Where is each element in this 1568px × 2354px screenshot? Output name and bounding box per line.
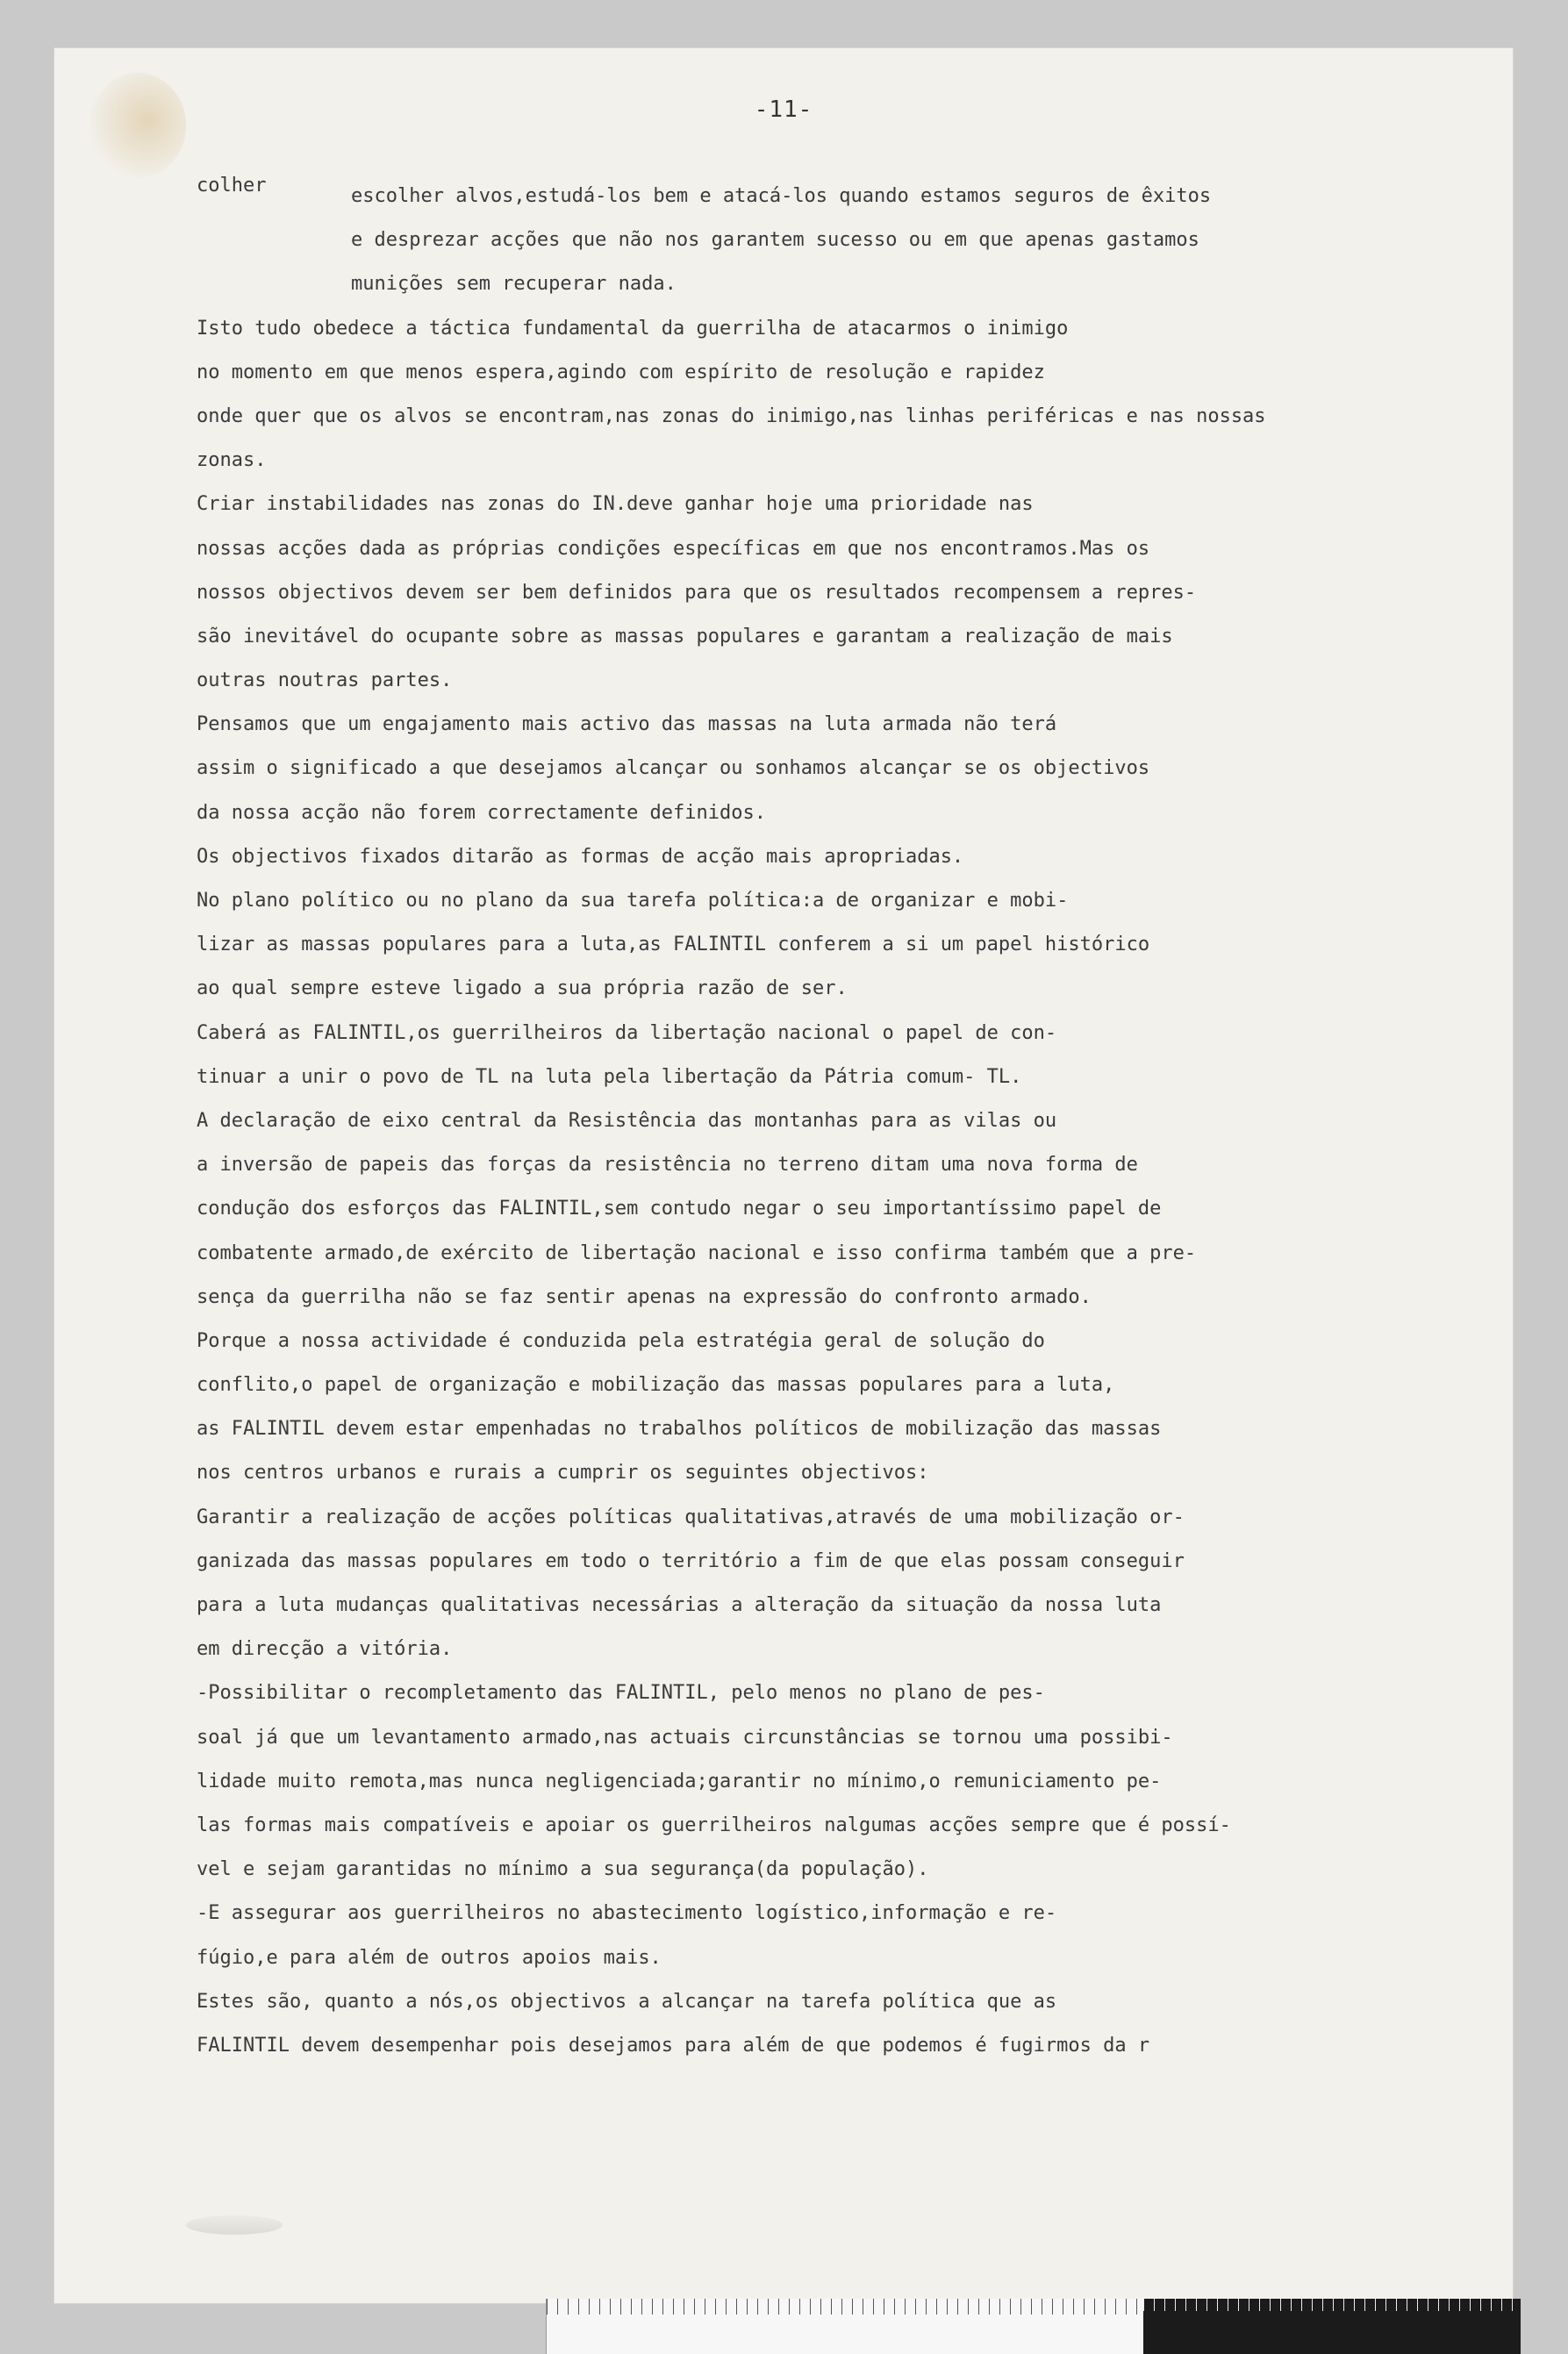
text-line: combatente armado,de exército de libertação nacional e isso confirma também que a pre- [197,1241,1197,1264]
text-line: A declaração de eixo central da Resistência das montanhas para as vilas ou [197,1109,1057,1132]
text-line: nos centros urbanos e rurais a cumprir os seguintes objectivos: [197,1462,929,1485]
text-line: las formas mais compatíveis e apoiar os guerrilheiros nalgumas acções sempre que é possí- [197,1814,1231,1836]
paper-scrap [186,2215,283,2235]
text-line: assim o significado a que desejamos alcançar ou sonhamos alcançar se os objectivos [197,757,1150,780]
text-line: Pensamos que um engajamento mais activo das massas na luta armada não terá [197,713,1057,736]
body-text [197,175,1504,2068]
text-line: Porque a nossa actividade é conduzida pela estratégia geral de solução do [197,1329,1045,1352]
text-line: conflito,o papel de organização e mobilização das massas populares para a luta, [197,1374,1115,1397]
text-line: -Possibilitar o recompletamento das FALINTIL, pelo menos no plano de pes- [197,1682,1045,1705]
text-line: lidade muito remota,mas nunca negligenciada;garantir no mínimo,o remuniciamento pe- [197,1770,1162,1792]
text-line: Estes são, quanto a nós,os objectivos a alcançar na tarefa política que as [197,1990,1057,2013]
text-line: para a luta mudanças qualitativas necessárias a alteração da situação da nossa luta [197,1594,1162,1616]
text-line: e desprezar acções que não nos garantem sucesso ou em que apenas gastamos [351,229,1199,252]
text-line: a inversão de papeis das forças da resistência no terreno ditam uma nova forma de [197,1154,1138,1177]
ruler-ticks-light [1143,2299,1521,2311]
paper-stain [89,73,186,178]
text-line: as FALINTIL devem estar empenhadas no trabalhos políticos de mobilização das massas [197,1418,1162,1441]
text-line: lizar as massas populares para a luta,as FALINTIL conferem a si um papel histórico [197,934,1150,956]
text-line: -E assegurar aos guerrilheiros no abastecimento logístico,informação e re- [197,1902,1057,1925]
text-line: escolher alvos,estudá-los bem e atacá-los quando estamos seguros de êxitos [351,185,1212,207]
text-line: ganizada das massas populares em todo o território a fim de que elas possam conseguir [197,1549,1185,1572]
text-line: Garantir a realização de acções políticas qualitativas,através de uma mobilização or- [197,1506,1185,1528]
text-line: da nossa acção não forem correctamente definidos. [197,801,767,824]
text-line: Os objectivos fixados ditarão as formas de acção mais apropriadas. [197,845,964,868]
text-line: zonas. [197,449,267,472]
ruler-ticks [547,2299,1143,2315]
page-number: -11- [754,97,813,123]
text-line: em direcção a vitória. [197,1638,453,1661]
document-page [54,48,1513,2303]
text-line: outras noutras partes. [197,669,453,692]
text-line: soal já que um levantamento armado,nas actuais circunstâncias se tornou uma possibi- [197,1726,1173,1749]
scan-ruler [546,2299,1521,2354]
text-line: tinuar a unir o povo de TL na luta pela libertação da Pátria comum- TL. [197,1065,1022,1088]
text-line: Criar instabilidades nas zonas do IN.deve ganhar hoje uma prioridade nas [197,493,1034,516]
text-line: são inevitável do ocupante sobre as massas populares e garantam a realização de mais [197,625,1173,648]
text-line: munições sem recuperar nada. [351,273,677,296]
text-line: ao qual sempre esteve ligado a sua própria razão de ser. [197,977,848,1000]
text-line: nossas acções dada as próprias condições específicas em que nos encontramos.Mas os [197,537,1150,560]
text-line: condução dos esforços das FALINTIL,sem contudo negar o seu importantíssimo papel de [197,1198,1162,1220]
text-line: no momento em que menos espera,agindo com espírito de resolução e rapidez [197,361,1045,383]
text-line: FALINTIL devem desempenhar pois desejamos para além de que podemos é fugirmos da r [197,2034,1150,2057]
text-line: Isto tudo obedece a táctica fundamental da guerrilha de atacarmos o inimigo [197,317,1069,340]
text-line: vel e sejam garantidas no mínimo a sua segurança(da população). [197,1858,929,1881]
text-line: nossos objectivos devem ser bem definidos para que os resultados recompensem a repres- [197,581,1197,604]
text-line: Caberá as FALINTIL,os guerrilheiros da libertação nacional o papel de con- [197,1021,1057,1044]
text-line: No plano político ou no plano da sua tarefa política:a de organizar e mobi- [197,890,1069,912]
margin-note: colher [197,175,267,197]
text-line: fúgio,e para além de outros apoios mais. [197,1946,662,1969]
text-line: sença da guerrilha não se faz sentir apenas na expressão do confronto armado. [197,1285,1092,1308]
text-line: onde quer que os alvos se encontram,nas zonas do inimigo,nas linhas periféricas e nas nossas [197,404,1266,427]
